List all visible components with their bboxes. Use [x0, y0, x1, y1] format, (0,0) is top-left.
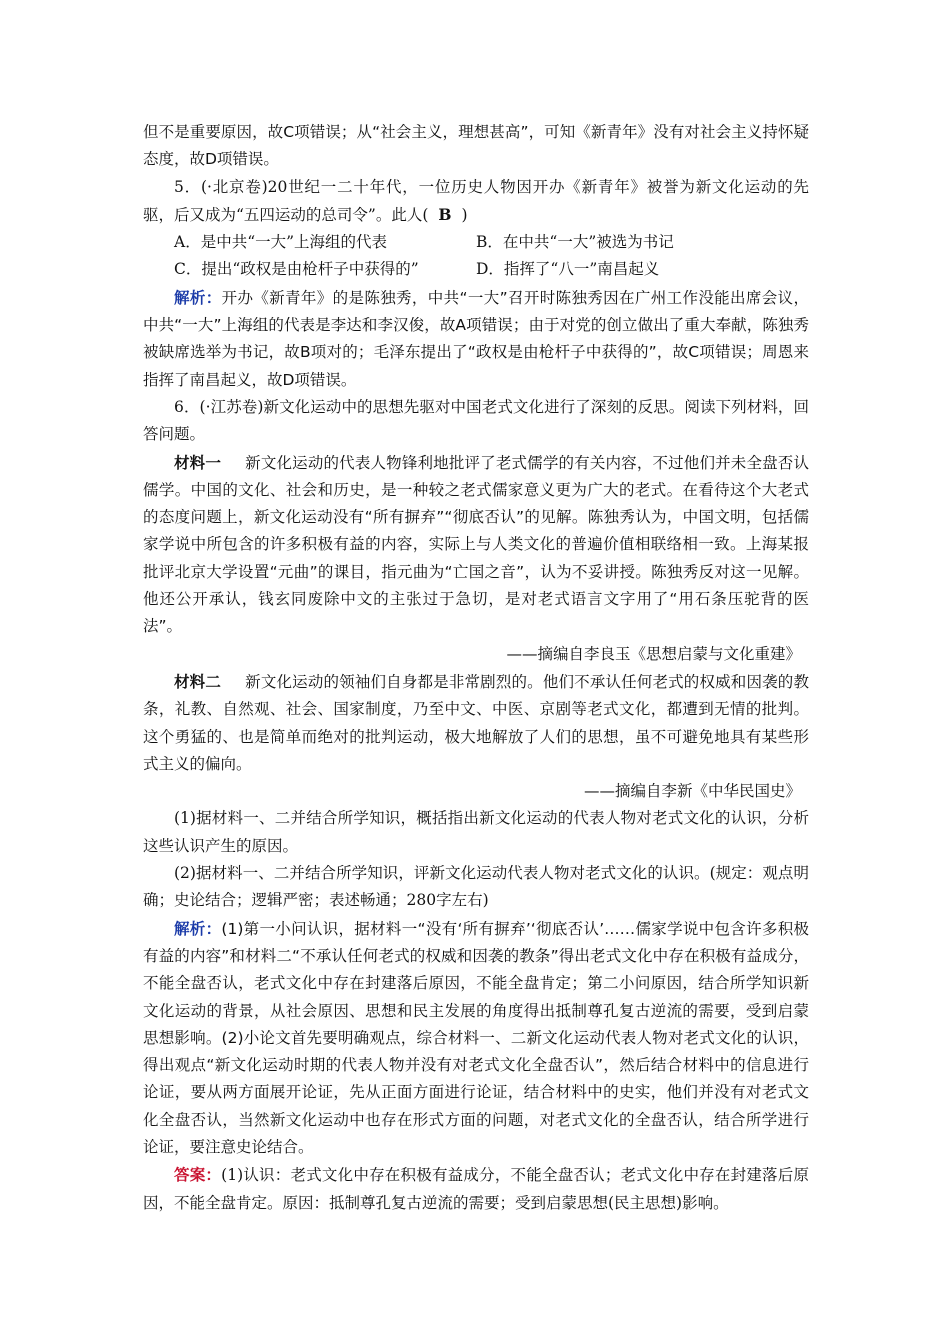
material-2	[143, 668, 809, 778]
document-page	[143, 119, 809, 1217]
material-1-label: 材料一	[174, 452, 221, 472]
option-c: C．提出“政权是由枪杆子中获得的”	[174, 260, 419, 279]
sub-question-1: (1)据材料一、二并结合所学知识，概括指出新文化运动的代表人物对老式文化的认识，分析这些认识产生的原因。	[143, 809, 809, 855]
answer-label: 答案：	[174, 1165, 222, 1185]
option-d: D．指挥了“八一”南昌起义	[476, 260, 660, 279]
analysis-label: 解析：	[174, 918, 222, 938]
material-2-label: 材料二	[174, 671, 221, 691]
intro-paragraph	[143, 119, 809, 174]
question-5-close: )	[461, 205, 468, 224]
sub-question-2: (2)据材料一、二并结合所学知识，评新文化运动代表人物对老式文化的认识。(规定：观点明确；史论结合；逻辑严密；表述畅通；280字左右)	[143, 864, 809, 910]
material-1-text: 新文化运动的代表人物锋利地批评了老式儒学的有关内容，不过他们并未全盘否认儒学。中国的文化、社会和历史，是一种较之老式儒家意义更为广大的老式。在看待这个大老式的态度问题上，新文化运动没有“所有摒弃”“彻底否认”的见解。陈独秀认为，中国文明，包括儒家学说中所包含的许多积极有益的内容，实际上与人类文化的普遍价值相联络相一致。上海某报批评北京大学设置“元曲”的课目，指元曲为“亡国之音”，认为不妥讲授。陈独秀反对这一见解。他还公开承认，钱玄同废除中文的主张过于急切，是对老式语言文字用了“用石条压驼背的医法”。	[143, 453, 809, 636]
analysis-text: (1)第一小问认识，据材料一“没有‘所有摒弃’‘彻底否认’……儒家学说中包含许多积极有益的内容”和材料二“不承认任何老式的权威和因袭的教条”得出老式文化中存在积极有益成分，不能全盘否认，老式文化中存在封建落后原因，不能全盘肯定；第二小问原因，结合所学知识新文化运动的背景，从社会原因、思想和民主发展的角度得出抵制尊孔复古逆流的需要，受到启蒙思想影响。(2)小论文首先要明确观点，综合材料一、二新文化运动代表人物对老式文化的认识，得出观点“新文化运动时期的代表人物并没有对老式文化全盘否认”，然后结合材料中的信息进行论证，要从两方面展开论证，先从正面方面进行论证，结合材料中的史实，他们并没有对老式文化全盘否认，当然新文化运动中也存在形式方面的问题，对老式文化的全盘否认，结合所学进行论证，要注意史论结合。	[143, 919, 809, 1156]
question-6-analysis	[143, 915, 809, 1162]
question-6-answer	[143, 1161, 809, 1217]
question-5-options-row-1	[143, 229, 809, 256]
material-2-source: ——摘编自李新《中华民国史》	[583, 782, 801, 801]
analysis-text: 开办《新青年》的是陈独秀，中共“一大”召开时陈独秀因在广州工作没能出席会议，中共“一大”上海组的代表是李达和李汉俊，故A项错误；由于对党的创立做出了重大奉献，陈独秀被缺席选举为书记，故B项对的；毛泽东提出了“政权是由枪杆子中获得的”，故C项错误；周恩来指挥了南昌起义，故D项错误。	[143, 288, 809, 389]
option-b: B．在中共“一大”被选为书记	[476, 233, 674, 252]
question-6-text: 6．(·江苏卷)新文化运动中的思想先驱对中国老式文化进行了深刻的反思。阅读下列材料，回答问题。	[143, 397, 809, 444]
question-5-answer: B	[438, 204, 452, 224]
question-5-options-row-2	[143, 256, 809, 283]
intro-text: 但不是重要原因，故C项错误；从“社会主义，理想甚高”，可知《新青年》没有对社会主义持怀疑态度，故D项错误。	[143, 123, 809, 169]
question-6-stem	[143, 394, 809, 449]
material-1-source: ——摘编自李良玉《思想启蒙与文化重建》	[506, 644, 801, 663]
question-5-stem	[143, 174, 809, 230]
answer-text: (1)认识：老式文化中存在积极有益成分，不能全盘否认；老式文化中存在封建落后原因，不能全盘肯定。原因：抵制尊孔复古逆流的需要；受到启蒙思想(民主思想)影响。	[143, 1166, 809, 1212]
option-a: A．是中共“一大”上海组的代表	[174, 233, 388, 252]
material-1	[143, 449, 809, 641]
material-2-text: 新文化运动的领袖们自身都是非常剧烈的。他们不承认任何老式的权威和因袭的教条，礼教、自然观、社会、国家制度，乃至中文、中医、京剧等老式文化，都遭到无情的批判。这个勇猛的、也是简单而绝对的批判运动，极大地解放了人们的思想，虽不可避免地具有某些形式主义的偏向。	[143, 672, 809, 773]
analysis-label: 解析：	[174, 287, 222, 307]
question-5-text: 5．(·北京卷)20世纪一二十年代，一位历史人物因开办《新青年》被誉为新文化运动的先驱，后又成为“五四运动的总司令”。此人(	[143, 177, 809, 224]
question-5-analysis	[143, 284, 809, 394]
